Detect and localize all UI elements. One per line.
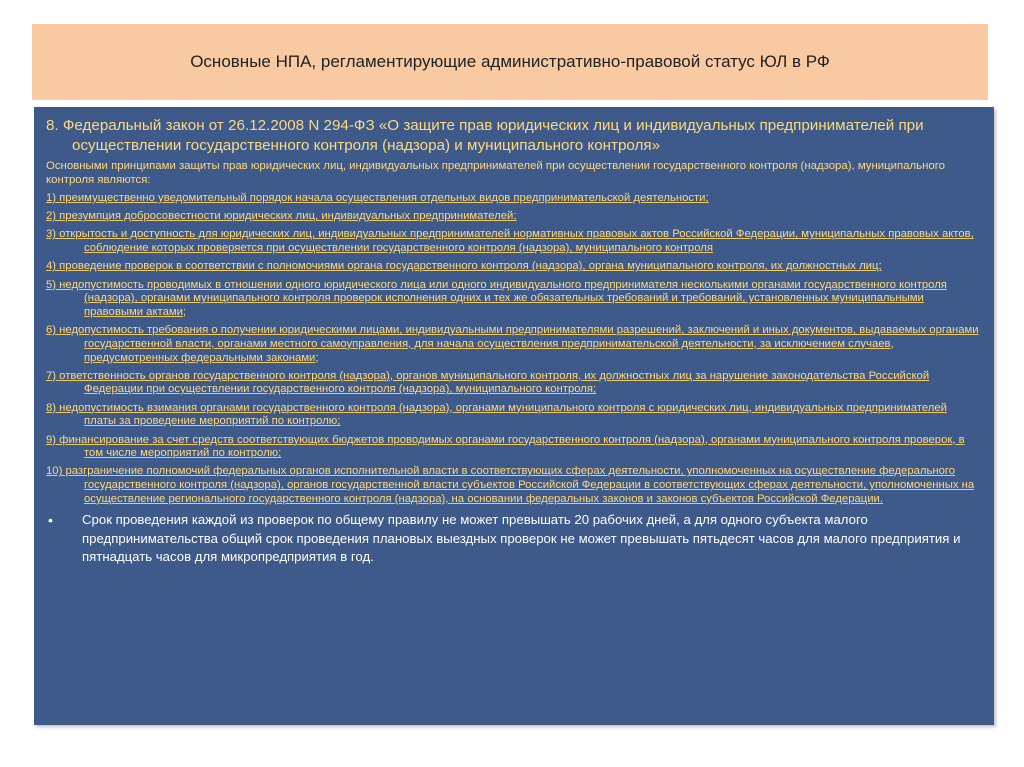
slide-title: Основные НПА, регламентирующие административно-правовой статус ЮЛ в РФ [190, 52, 830, 71]
principle-item: 2) презумпция добросовестности юридических лиц, индивидуальных предпринимателей; [46, 210, 517, 223]
principle-item: 8) недопустимость взимания органами государственного контроля (надзора), органами муниципального контроля с юридических лиц, индивидуальных предпринимателей платы за проведение мероприятий по контролю; [46, 401, 947, 428]
principles-list [46, 192, 982, 507]
slide-header [32, 24, 988, 100]
bullet-icon: • [48, 512, 53, 529]
principle-item: 1) преимущественно уведомительный порядок начала осуществления отдельных видов предпринимательской деятельности; [46, 192, 709, 204]
inspection-term-text: Срок проведения каждой из проверок по общему правилу не может превышать 20 рабочих дней, а для одного субъекта малого предпринимательства общий срок проведения плановых выездных проверок не может превышать пятьдесят часов для малого предприятия и пятнадцать часов для микропредприятия в год. [82, 512, 961, 565]
principle-item: 7) ответственность органов государственного контроля (надзора), органов муниципального контроля, их должностных лиц за нарушение законодательства Российской Федерации при осуществлении государственного контроля (надзора), муниципального контроля; [46, 369, 930, 396]
content-panel [34, 107, 994, 725]
law-title: 8. Федеральный закон от 26.12.2008 N 294-ФЗ «О защите прав юридических лиц и индивидуальных предпринимателей при осуществлении государственного контроля (надзора) и муниципального контроля» [46, 117, 924, 154]
principle-item: 10) разграничение полномочий федеральных органов исполнительной власти в соответствующих сферах деятельности, уполномоченных на осуществление федерального государственного контроля (надзора), органов государственной власти субъектов Российской Федерации в соответствующих сферах деятельности, уполномоченных на осуществление регионального государственного контроля (надзора), на основании федеральных законов и законов субъектов Российской Федерации. [46, 465, 975, 505]
principle-item: 5) недопустимость проводимых в отношении одного юридического лица или одного индивидуального предпринимателя несколькими органами государственного контроля (надзора), органами муниципального контроля проверок исполнения одних и тех же обязательных требований и требований, установленных муниципальными правовыми актами; [46, 278, 947, 318]
principle-item: 3) открытость и доступность для юридических лиц, индивидуальных предпринимателей нормативных правовых актов Российской Федерации, муниципальных правовых актов, соблюдение которых проверяется при осуществлении государственного контроля (надзора), муниципального контроля [46, 228, 974, 255]
principle-item: 9) финансирование за счет средств соответствующих бюджетов проводимых органами государственного контроля (надзора), органами муниципального контроля проверок, в том числе мероприятий по контролю; [46, 433, 965, 460]
principle-item: 6) недопустимость требования о получении юридическими лицами, индивидуальными предпринимателями разрешений, заключений и иных документов, выдаваемых органами государственной власти, органами местного самоуправления, для начала осуществления предпринимательской деятельности, за исключением случаев, предусмотренных федеральными законами; [46, 324, 979, 364]
inspection-term-note [46, 511, 982, 567]
principles-intro: Основными принципами защиты прав юридических лиц, индивидуальных предпринимателей при осуществлении государственного контроля (надзора), муниципального контроля являются: [46, 160, 945, 186]
principle-item: 4) проведение проверок в соответствии с полномочиями органа государственного контроля (надзора), органа муниципального контроля, их должностных лиц; [46, 260, 882, 273]
